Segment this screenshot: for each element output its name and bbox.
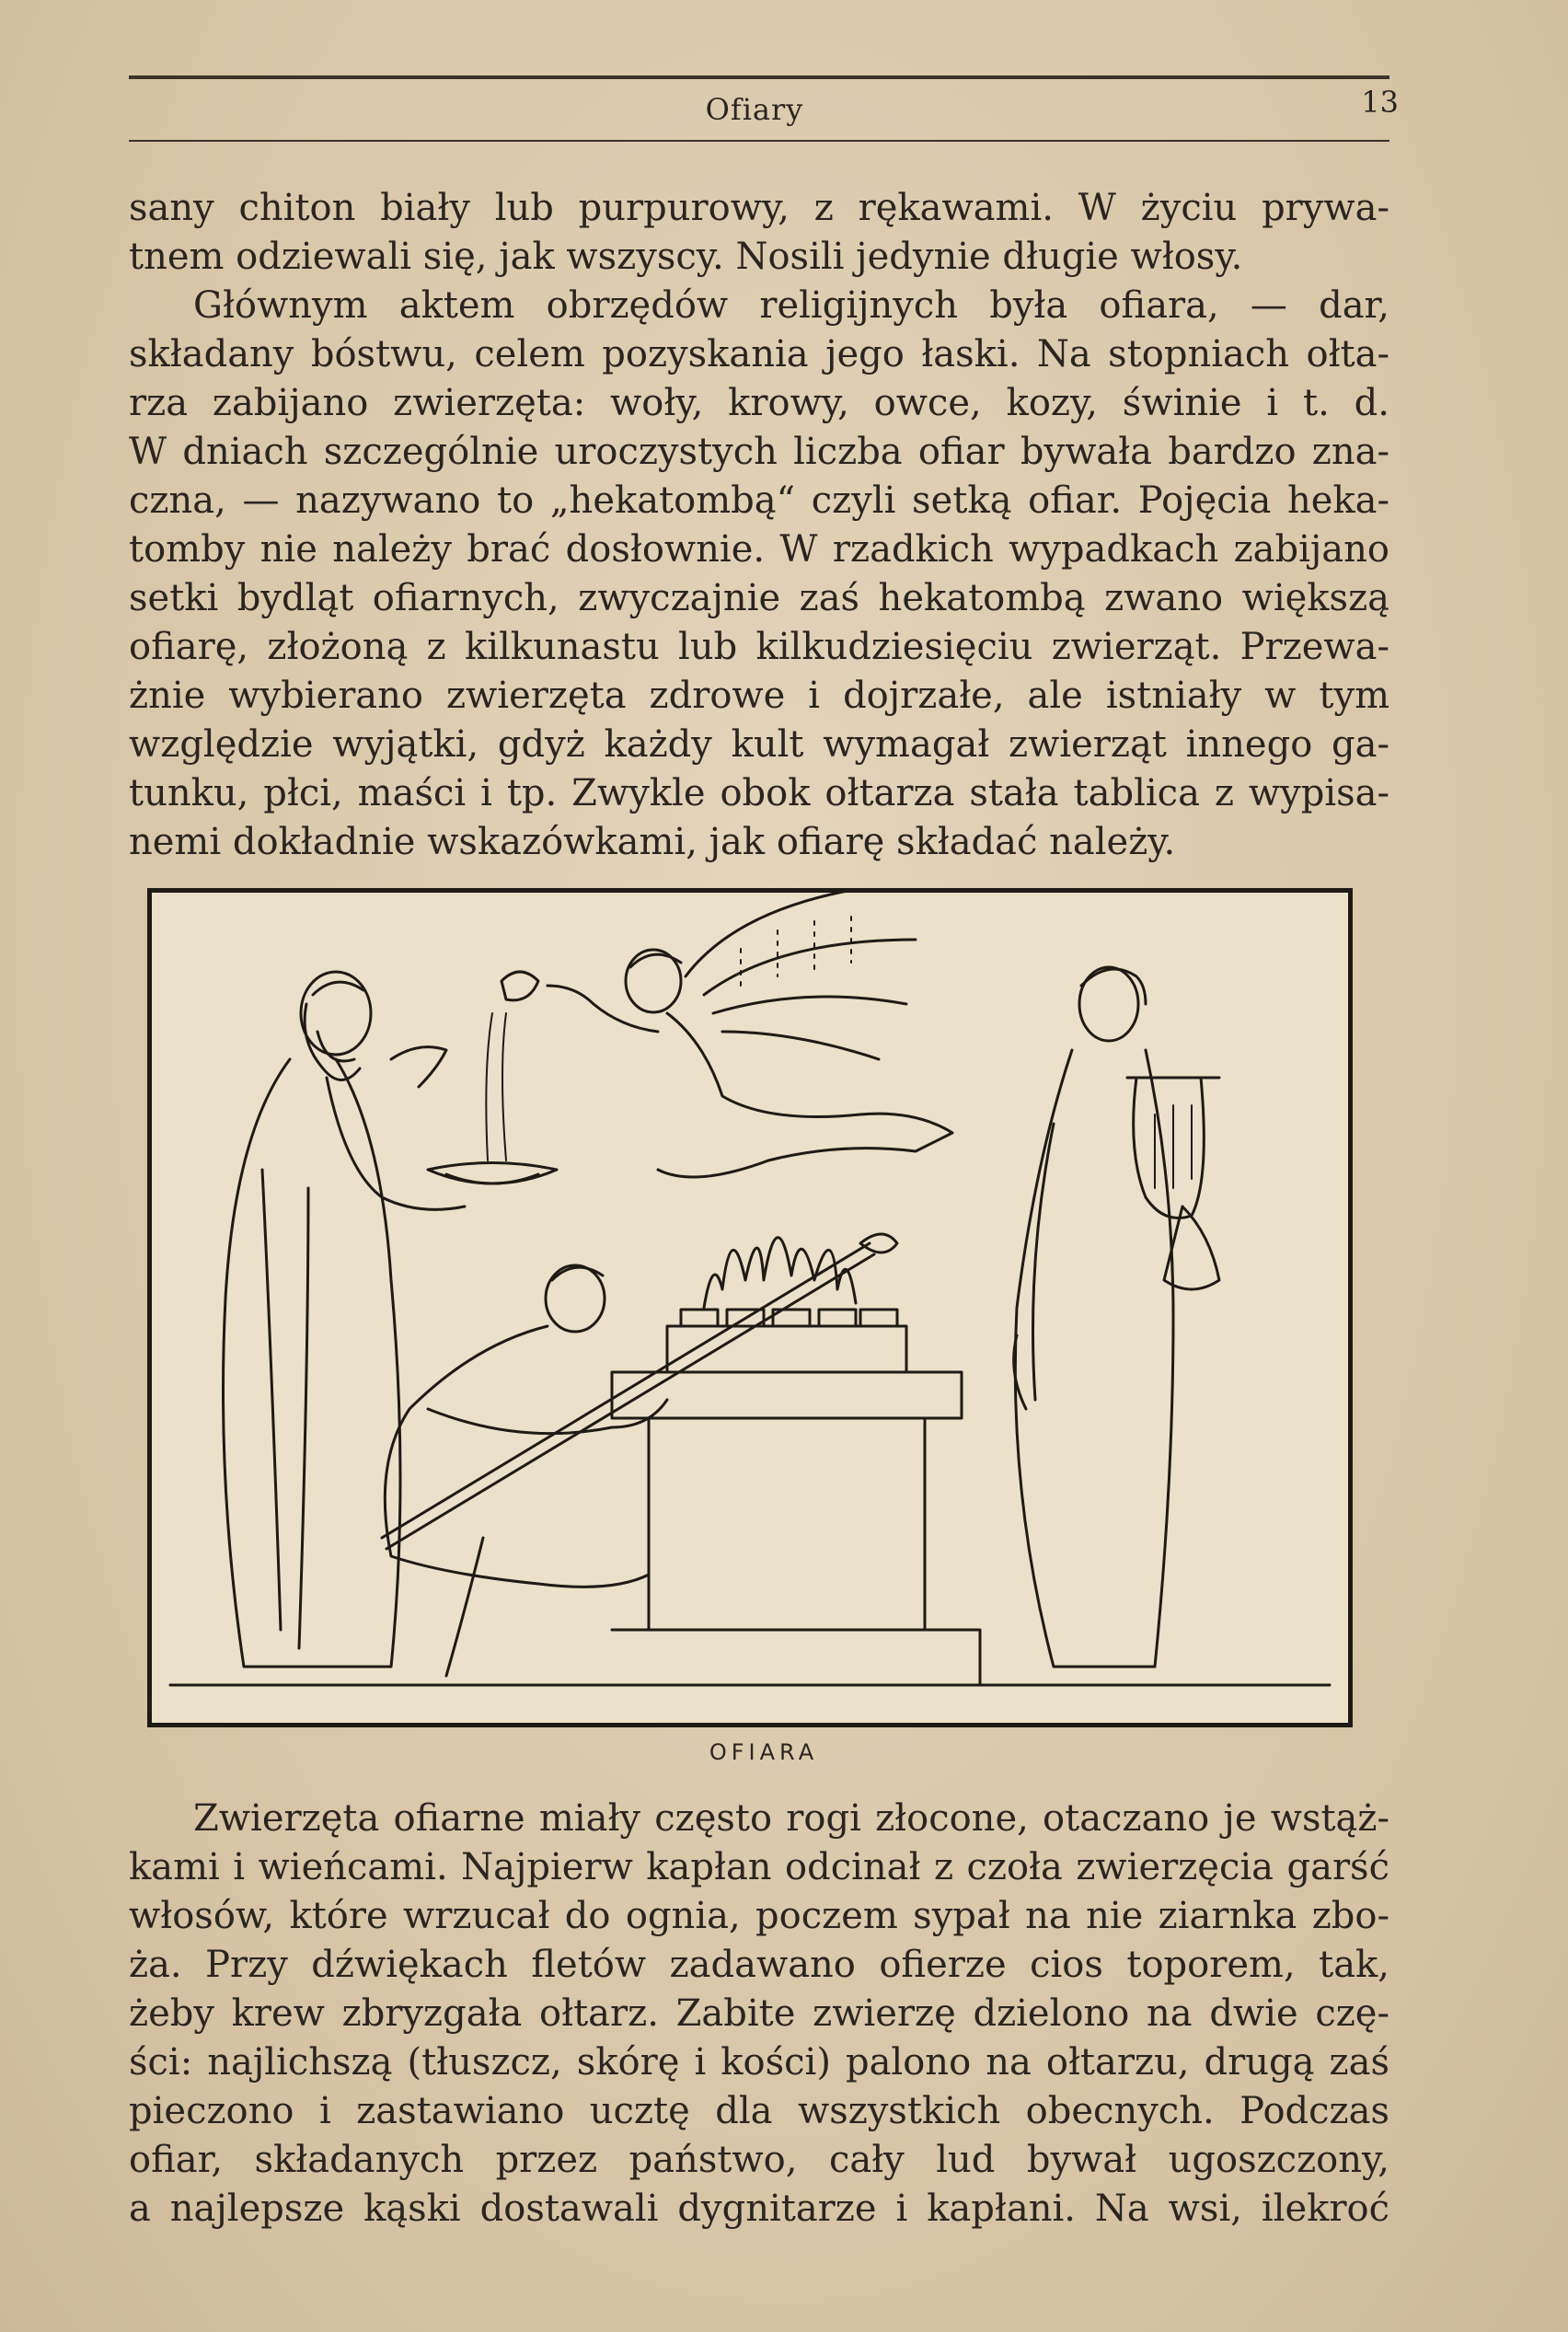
text-line: tomby nie należy brać dosłownie. W rzadkich wypadkach zabijano: [129, 528, 1389, 571]
figure-caption: OFIARA: [709, 1739, 819, 1765]
text-line: nemi dokładnie wskazówkami, jak ofiarę składać należy.: [129, 821, 1176, 863]
page-number: 13: [1361, 85, 1399, 120]
text-line: W dniach szczególnie uroczystych liczba ofiar bywała bardzo zna-: [129, 431, 1389, 473]
text-line: żeby krew zbryzgała ołtarz. Zabite zwierzę dzielono na dwie czę-: [129, 1992, 1389, 2035]
priest-figure: [224, 972, 466, 1667]
text-block-top: [129, 184, 1389, 867]
musician-figure: [1014, 967, 1219, 1667]
kneeling-youth-figure: [382, 1234, 897, 1676]
running-title: Ofiary: [705, 92, 804, 127]
altar-drawing: [612, 1238, 980, 1685]
text-line: włosów, które wrzucał do ognia, poczem sypał na nie ziarnka zbo-: [129, 1895, 1389, 1937]
text-line: żnie wybierano zwierzęta zdrowe i dojrzałe, ale istniały w tym: [129, 675, 1389, 717]
text-line: ofiarę, złożoną z kilkunastu lub kilkudziesięciu zwierząt. Przewa-: [129, 626, 1389, 668]
text-line: tnem odziewali się, jak wszyscy. Nosili jedynie długie włosy.: [129, 236, 1243, 278]
text-line: Zwierzęta ofiarne miały często rogi złocone, otaczano je wstąż-: [193, 1797, 1389, 1840]
text-line: kami i wieńcami. Najpierw kapłan odcinał z czoła zwierzęcia garść: [129, 1846, 1389, 1888]
text-line: Głównym aktem obrzędów religijnych była ofiara, — dar,: [193, 284, 1389, 327]
sacrifice-scene-drawing: [152, 893, 1348, 1723]
illustration-sacrifice: [147, 888, 1353, 1727]
text-line: ofiar, składanych przez państwo, cały lud bywał ugoszczony,: [129, 2139, 1389, 2181]
text-line: czna, — nazywano to „hekatombą“ czyli setką ofiar. Pojęcia heka-: [129, 479, 1389, 522]
text-line: względzie wyjątki, gdyż każdy kult wymagał zwierząt innego ga-: [129, 723, 1389, 766]
header-rule-top: [129, 75, 1389, 79]
text-line: sany chiton biały lub purpurowy, z rękawami. W życiu prywa-: [129, 187, 1389, 229]
text-line: setki bydląt ofiarnych, zwyczajnie zaś hekatombą zwano większą: [129, 577, 1389, 619]
text-line: składany bóstwu, celem pozyskania jego łaski. Na stopniach ołta-: [129, 333, 1389, 375]
bowl-drawing: [428, 1163, 557, 1184]
text-block-bottom: [129, 1795, 1389, 2234]
text-line: pieczono i zastawiano ucztę dla wszystkich obecnych. Podczas: [129, 2090, 1389, 2132]
text-line: tunku, płci, maści i tp. Zwykle obok ołtarza stała tablica z wypisa-: [129, 772, 1389, 814]
text-line: a najlepsze kąski dostawali dygnitarze i kapłani. Na wsi, ilekroć: [129, 2188, 1389, 2230]
text-line: ża. Przy dźwiękach fletów zadawano ofierze cios toporem, tak,: [129, 1944, 1389, 1986]
winged-figure: [502, 893, 952, 1177]
text-line: rza zabijano zwierzęta: woły, krowy, owce, kozy, świnie i t. d.: [129, 382, 1389, 424]
text-line: ści: najlichszą (tłuszcz, skórę i kości) palono na ołtarzu, drugą zaś: [129, 2041, 1389, 2084]
header-rule-bottom: [129, 140, 1389, 142]
